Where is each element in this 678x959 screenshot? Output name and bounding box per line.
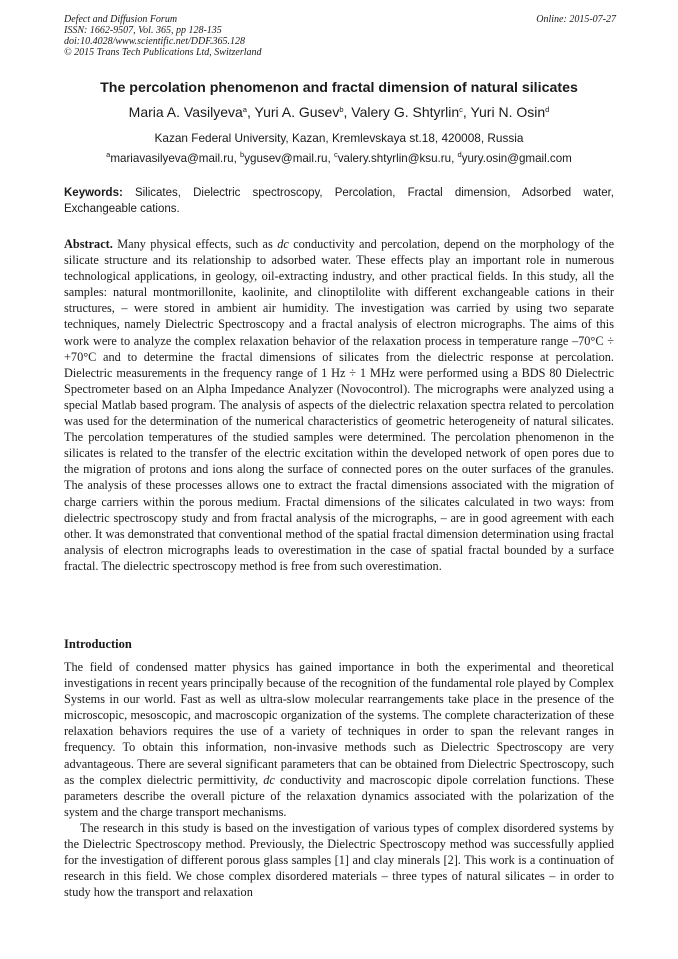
keywords-text: Silicates, Dielectric spectroscopy, Percolation, Fractal dimension, Adsorbed water, Exchangeable cations. (64, 187, 614, 215)
intro-paragraph: The research in this study is based on the investigation of various types of complex disordered systems by the Dielectric Spectroscopy method. Previously, the Dielectric Spectroscopy method was successfully applied for the investigation of different porous glass samples [1] and clay minerals [2]. This work is a continuation of research in this field. We chose complex disordered materials – three types of natural silicates – in order to study how the transport and relaxation (64, 820, 614, 900)
author-separator: , (246, 104, 255, 120)
online-date: Online: 2015-07-27 (536, 14, 616, 25)
intro-paragraph (64, 659, 614, 820)
email-mark: c (333, 150, 338, 159)
journal-header (64, 14, 262, 58)
abstract-dc-term: dc (277, 237, 289, 251)
email-separator: , (233, 152, 241, 165)
author-separator: , (462, 104, 471, 120)
keywords-label: Keywords: (64, 187, 123, 199)
email-address[interactable]: yury.osin@gmail.com (461, 152, 572, 165)
email-separator: , (451, 152, 458, 165)
author-separator: , (343, 104, 352, 120)
abstract-block (64, 236, 614, 574)
email-address[interactable]: mariavasilyeva@mail.ru (110, 152, 234, 165)
author-mark: a (242, 105, 247, 114)
intro-dc-term: dc (263, 772, 275, 787)
author-list (0, 104, 678, 120)
author-name: Yuri N. Osin (470, 104, 546, 120)
intro-text: The field of condensed matter physics has gained importance in both the experimental and theoretical investigations in recent years principally because of the recognition of the fundamental role played by Complex Systems in our world. Fast as well as ultra-slow molecular rearrangements take place in the presence of the microscopic, mesoscopic, and macroscopic organization of the systems. The complete characterization of these relaxation behaviors requires the use of a variety of techniques in order to span the relevant ranges in frequency. To obtain this information, non-invasive methods such as Dielectric Spectroscopy are very advantageous. There are several significant parameters that can be obtained from Dielectric Spectroscopy, such as the complex dielectric permittivity, (64, 660, 614, 787)
intro-text: conductivity and macroscopic dipole correlation functions. These parameters describe the overall picture of the relaxation dynamics associated with the polarization of the system and the charge transport mechanisms. (64, 772, 615, 819)
abstract-label: Abstract. (64, 237, 113, 251)
author-name: Valery G. Shtyrlin (351, 104, 460, 120)
email-list (0, 152, 678, 165)
email-separator: , (327, 152, 334, 165)
issn-line: ISSN: 1662-9507, Vol. 365, pp 128-135 (64, 25, 222, 36)
introduction-heading: Introduction (64, 637, 132, 651)
email-mark: b (240, 150, 245, 159)
email-mark: d (457, 150, 462, 159)
affiliation: Kazan Federal University, Kazan, Kremlevskaya st.18, 420008, Russia (154, 131, 524, 145)
email-address[interactable]: valery.shtyrlin@ksu.ru (337, 152, 452, 165)
abstract-text: conductivity and percolation, depend on the morphology of the silicate structure and its relationship to adsorbed water. These effects play an important role in numerous technological applications, in geology, oil-extracting industry, and other practical fields. In this study, all the samples: natural montmorillonite, kaolinite, and clinoptilolite with different exchangeable cations in their structures, – were stored in ambient air humidity. The investigation was carried by using two separate techniques, namely Dielectric Spectroscopy and a fractal analysis of electron micrographs. The aims of this work were to analyze the complex relaxation behavior of the relaxation process in temperature range –70°C ÷ +70°C and to determine the fractal dimensions of silicates from the dielectric response at percolation. Dielectric measurements in the frequency range of 1 Hz ÷ 1 MHz were performed using a BDS 80 Dielectric Spectrometer based on an Alpha Impedance Analyzer (Novocontrol). The micrographs were analyzed using a special Matlab based program. The analysis of aspects of the dielectric relaxation spectra related to percolation was used for the determination of the numerical characteristics of geometric heterogeneity of natural silicates. The percolation temperatures of the studied samples were determined. The percolation phenomenon in the silicates is related to the transfer of the electric excitation within the developed network of open pores due to the migration of protons and ions along the surface of connected pores on the outer surfaces of the granules. The analysis of these processes allows one to extract the fractal dimensions associated with the migration of charge carriers within the porous medium. Fractal dimensions of the silicates calculated in two ways: from dielectric spectroscopy study and from fractal analysis of the micrographs, – are in good agreement with each other. It was demonstrated that conventional method of the spatial fractal dimension determination using fractal analysis of electron micrographs leads to overestimation in the case of spatial fractal bounded by a surface fractal. The dielectric spectroscopy method is free from such overestimation. (64, 237, 615, 573)
introduction-body (64, 659, 614, 900)
email-mark: a (106, 150, 111, 159)
paper-title: The percolation phenomenon and fractal dimension of natural silicates (100, 80, 578, 96)
email-address[interactable]: ygusev@mail.ru (244, 152, 328, 165)
journal-name: Defect and Diffusion Forum (64, 14, 178, 25)
author-name: Yuri A. Gusev (254, 104, 340, 120)
author-mark: b (339, 105, 344, 114)
abstract-text: Many physical effects, such as (117, 237, 273, 251)
doi-line: doi:10.4028/www.scientific.net/DDF.365.128 (64, 36, 246, 47)
copyright-line: © 2015 Trans Tech Publications Ltd, Switzerland (64, 47, 262, 58)
author-mark: c (459, 105, 463, 114)
author-name: Maria A. Vasilyeva (128, 104, 243, 120)
keywords-block (64, 185, 614, 217)
author-mark: d (545, 105, 550, 114)
